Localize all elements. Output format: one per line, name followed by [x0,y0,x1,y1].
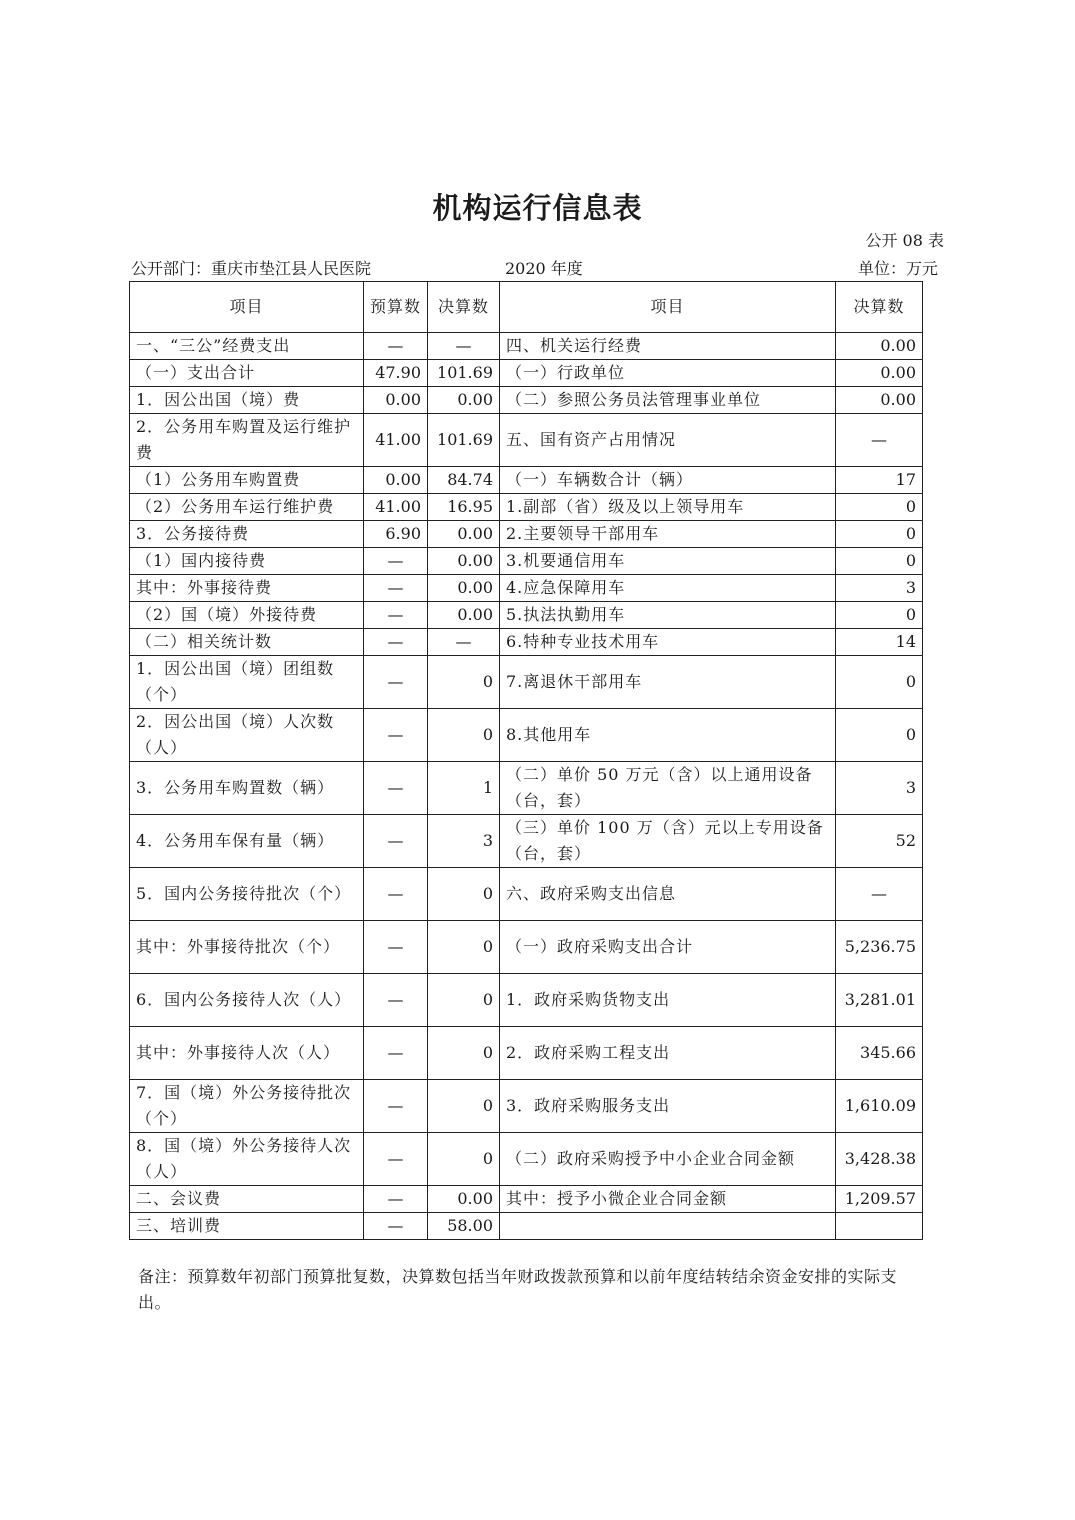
table-row [130,1027,923,1080]
budget-cell: — [364,1133,428,1186]
right-actual-cell: 3 [836,762,923,815]
table-row [130,333,923,360]
table-row [130,387,923,414]
left-item-cell: 1．因公出国（境）费 [130,387,364,414]
left-item-cell: （1）国内接待费 [130,548,364,575]
right-actual-cell: 3,428.38 [836,1133,923,1186]
left-item-cell: 4．公务用车保有量（辆） [130,815,364,868]
budget-cell: — [364,815,428,868]
right-actual-cell: 5,236.75 [836,921,923,974]
right-actual-cell: 0 [836,521,923,548]
right-item-cell: （一）行政单位 [500,360,836,387]
budget-cell: 0.00 [364,467,428,494]
right-item-cell: （三）单价 100 万（含）元以上专用设备（台，套） [500,815,836,868]
header-row [130,282,923,333]
table-row [130,1133,923,1186]
right-item-cell: 六、政府采购支出信息 [500,868,836,921]
actual-cell: 0.00 [428,602,500,629]
right-item-cell: 5.执法执勤用车 [500,602,836,629]
right-item-cell: （一）车辆数合计（辆） [500,467,836,494]
table-row [130,629,923,656]
budget-cell: — [364,1027,428,1080]
right-item-cell: 3.机要通信用车 [500,548,836,575]
right-item-cell: （二）参照公务员法管理事业单位 [500,387,836,414]
footnote: 备注：预算数年初部门预算批复数，决算数包括当年财政拨款预算和以前年度结转结余资金安排的实际支出。 [138,1267,898,1312]
right-actual-cell: — [836,868,923,921]
right-actual-cell [836,1213,923,1240]
budget-cell: 41.00 [364,414,428,467]
header-left-item: 项目 [130,282,364,333]
right-item-cell: 8.其他用车 [500,709,836,762]
actual-cell: 0 [428,1027,500,1080]
left-item-cell: 8．国（境）外公务接待人次（人） [130,1133,364,1186]
table-row [130,815,923,868]
right-item-cell: 3．政府采购服务支出 [500,1080,836,1133]
table-row [130,921,923,974]
actual-cell: 0 [428,1080,500,1133]
table-row [130,360,923,387]
left-item-cell: 二、会议费 [130,1186,364,1213]
right-item-cell: （二）政府采购授予中小企业合同金额 [500,1133,836,1186]
right-item-cell: 五、国有资产占用情况 [500,414,836,467]
budget-cell: — [364,1213,428,1240]
left-item-cell: 6．国内公务接待人次（人） [130,974,364,1027]
page-title: 机构运行信息表 [432,191,643,225]
right-actual-cell: 52 [836,815,923,868]
header-right-actual: 决算数 [836,282,923,333]
unit-label: 单位：万元 [857,259,938,278]
left-item-cell: 一、“三公”经费支出 [130,333,364,360]
budget-cell: — [364,575,428,602]
right-actual-cell: 1,209.57 [836,1186,923,1213]
budget-cell: — [364,629,428,656]
actual-cell: 0 [428,709,500,762]
budget-cell: — [364,974,428,1027]
actual-cell: 1 [428,762,500,815]
left-item-cell: 2．公务用车购置及运行维护费 [130,414,364,467]
right-actual-cell: — [836,414,923,467]
right-item-cell: 其中：授予小微企业合同金额 [500,1186,836,1213]
budget-cell: — [364,709,428,762]
budget-cell: — [364,762,428,815]
actual-cell: 0 [428,1133,500,1186]
header-right-item: 项目 [500,282,836,333]
table-row [130,1186,923,1213]
left-item-cell: 1．因公出国（境）团组数（个） [130,656,364,709]
budget-cell: — [364,548,428,575]
left-item-cell: （1）公务用车购置费 [130,467,364,494]
left-item-cell: 其中：外事接待人次（人） [130,1027,364,1080]
right-actual-cell: 0 [836,656,923,709]
actual-cell: 84.74 [428,467,500,494]
right-item-cell: 4.应急保障用车 [500,575,836,602]
budget-cell: 6.90 [364,521,428,548]
right-actual-cell: 0 [836,548,923,575]
info-table [129,281,923,1240]
right-actual-cell: 3,281.01 [836,974,923,1027]
table-row [130,548,923,575]
actual-cell: — [428,333,500,360]
actual-cell: 0.00 [428,1186,500,1213]
right-item-cell: （一）政府采购支出合计 [500,921,836,974]
left-item-cell: 其中：外事接待批次（个） [130,921,364,974]
budget-cell: 0.00 [364,387,428,414]
table-row [130,467,923,494]
left-item-cell: 其中：外事接待费 [130,575,364,602]
budget-cell: — [364,868,428,921]
right-actual-cell: 0.00 [836,333,923,360]
actual-cell: 0.00 [428,575,500,602]
left-item-cell: （一）支出合计 [130,360,364,387]
left-item-cell: 3．公务接待费 [130,521,364,548]
left-item-cell: （2）国（境）外接待费 [130,602,364,629]
right-item-cell: 1.副部（省）级及以上领导用车 [500,494,836,521]
actual-cell: 3 [428,815,500,868]
right-item-cell: 1．政府采购货物支出 [500,974,836,1027]
right-actual-cell: 0.00 [836,387,923,414]
table-row [130,521,923,548]
actual-cell: 58.00 [428,1213,500,1240]
right-actual-cell: 0 [836,709,923,762]
budget-cell: 47.90 [364,360,428,387]
table-row [130,602,923,629]
budget-cell: — [364,921,428,974]
actual-cell: 0.00 [428,521,500,548]
header-budget: 预算数 [364,282,428,333]
left-item-cell: 5．国内公务接待批次（个） [130,868,364,921]
budget-cell: — [364,1186,428,1213]
right-actual-cell: 0.00 [836,360,923,387]
actual-cell: 0.00 [428,387,500,414]
right-actual-cell: 17 [836,467,923,494]
actual-cell: 0 [428,921,500,974]
right-item-cell [500,1213,836,1240]
actual-cell: 0 [428,656,500,709]
left-item-cell: 三、培训费 [130,1213,364,1240]
right-actual-cell: 0 [836,494,923,521]
left-item-cell: 3．公务用车购置数（辆） [130,762,364,815]
table-row [130,494,923,521]
right-actual-cell: 0 [836,602,923,629]
budget-cell: 41.00 [364,494,428,521]
table-row [130,575,923,602]
right-item-cell: 7.离退休干部用车 [500,656,836,709]
right-actual-cell: 345.66 [836,1027,923,1080]
budget-cell: — [364,1080,428,1133]
actual-cell: — [428,629,500,656]
left-item-cell: 7．国（境）外公务接待批次（个） [130,1080,364,1133]
actual-cell: 0.00 [428,548,500,575]
left-item-cell: 2．因公出国（境）人次数（人） [130,709,364,762]
right-actual-cell: 3 [836,575,923,602]
table-row [130,974,923,1027]
right-item-cell: 2．政府采购工程支出 [500,1027,836,1080]
header-actual: 决算数 [428,282,500,333]
actual-cell: 0 [428,868,500,921]
table-row [130,414,923,467]
department-label: 公开部门：重庆市垫江县人民医院 [131,259,372,278]
right-actual-cell: 14 [836,629,923,656]
left-item-cell: （二）相关统计数 [130,629,364,656]
actual-cell: 101.69 [428,360,500,387]
table-row [130,868,923,921]
table-row [130,762,923,815]
right-actual-cell: 1,610.09 [836,1080,923,1133]
form-number: 公开 08 表 [865,231,944,250]
table-body [130,333,923,1240]
budget-cell: — [364,602,428,629]
right-item-cell: 四、机关运行经费 [500,333,836,360]
actual-cell: 16.95 [428,494,500,521]
left-item-cell: （2）公务用车运行维护费 [130,494,364,521]
right-item-cell: 2.主要领导干部用车 [500,521,836,548]
budget-cell: — [364,333,428,360]
actual-cell: 101.69 [428,414,500,467]
table-row [130,1080,923,1133]
right-item-cell: 6.特种专业技术用车 [500,629,836,656]
table-row [130,656,923,709]
actual-cell: 0 [428,974,500,1027]
table-row [130,1213,923,1240]
table-row [130,709,923,762]
fiscal-year: 2020 年度 [505,259,583,278]
budget-cell: — [364,656,428,709]
right-item-cell: （二）单价 50 万元（含）以上通用设备（台，套） [500,762,836,815]
